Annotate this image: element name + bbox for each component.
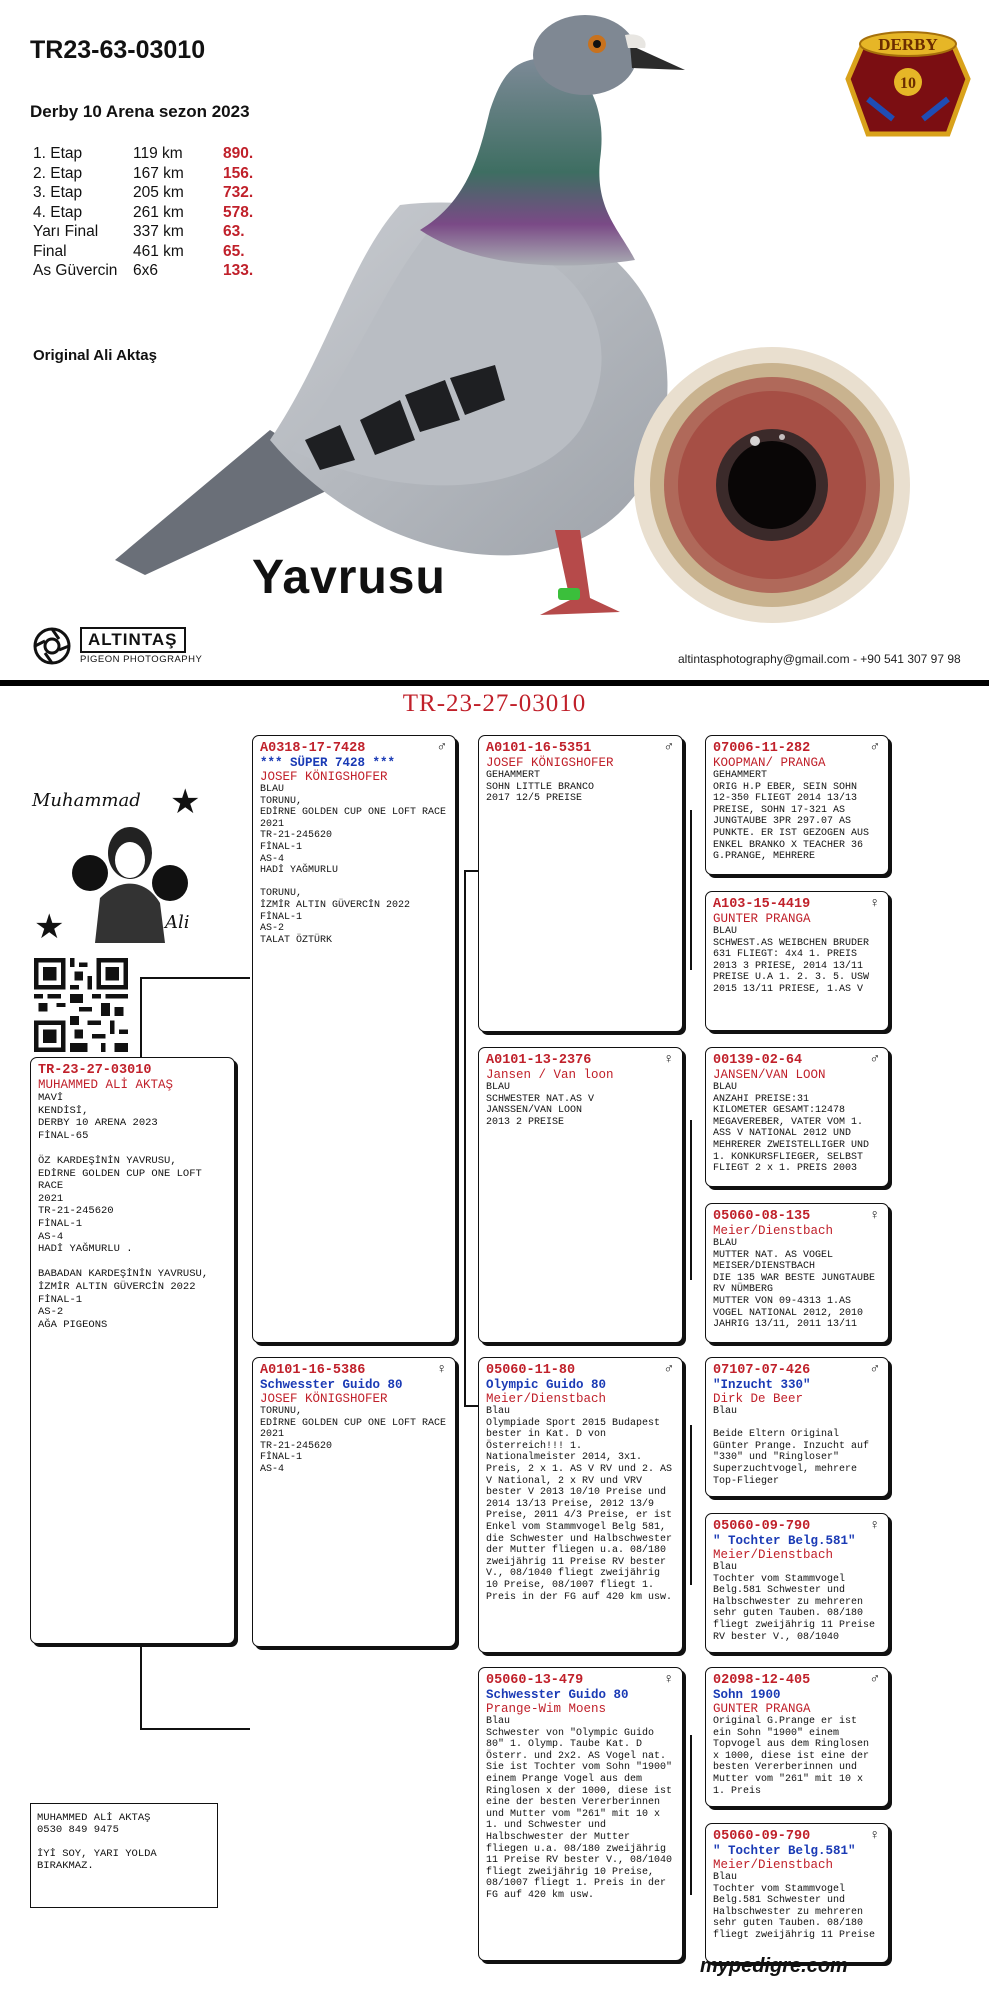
card-notes: BLAU TORUNU, EDİRNE GOLDEN CUP ONE LOFT RACE 2021 TR-21-245620 FİNAL-1 AS-4 HADİ YAĞMURLU TORUNU, İZMİR ALTIN GÜVERCİN 2022 FİNAL-1 AS-2 TALAT ÖZTÜRK [260,784,447,946]
card-notes: Blau Tochter vom Stammvogel Belg.581 Schwester und Halbschwester zu mehreren sehr guten Tauben. 08/180 fliegt zweijährig 11 Preise RV bester V., 08/1040 [713,1562,876,1643]
ring-number: A0318-17-7428 [260,741,366,756]
male-icon: ♂ [869,1670,880,1686]
connector [690,810,692,970]
stage-place: 63. [223,223,245,240]
pigeon-name: " Tochter Belg.581" [713,1844,856,1858]
race-title: Derby 10 Arena sezon 2023 [30,102,250,121]
divider [0,680,989,686]
card-notes: Blau Tochter vom Stammvogel Belg.581 Schwester und Halbschwester zu mehreren sehr guten Tauben. 08/180 fliegt zweijährig 11 Preise [713,1872,876,1941]
pedigree-title: TR-23-27-03010 [402,690,587,717]
contact-info: altintasphotography@gmail.com - +90 541 307 97 98 [678,652,961,666]
card-notes: MAVİ KENDİSİ, DERBY 10 ARENA 2023 FİNAL-65 ÖZ KARDEŞİNİN YAVRUSU, EDİRNE GOLDEN CUP ONE LOFT RACE 2021 TR-21-245620 FİNAL-1 AS-4 HADİ YAĞMURLU . BABADAN KARDEŞİNİN YAVRUSU, İZMİR ALTIN GÜVERCİN 2022 FİNAL-1 AS-2 AĞA PIGEONS [38,1092,209,1331]
stage-place: 133. [223,262,254,279]
stage-distance: 337 km [133,223,184,240]
pigeon-name: Schwesster Guido 80 [260,1378,403,1392]
breeder-name: Prange-Wim Moens [486,1702,607,1716]
female-icon: ♀ [663,1670,674,1686]
breeder-name: GUNTER PRANGA [713,912,811,926]
pedigree-card-gen4-1[interactable] [705,735,889,875]
ring-number: 02098-12-405 [713,1673,811,1688]
card-notes: Blau Beide Eltern Original Günter Prange. Inzucht auf "330" und "Ringloser" Superzuchtvogel, mehrere Top-Flieger [713,1406,870,1487]
male-icon: ♂ [663,1360,674,1376]
watermark: mypedigre.com [700,1955,848,1977]
pedigree-card-grandsire-paternal[interactable] [478,735,683,1032]
connector [140,1728,250,1730]
stage-name: 1. Etap [33,145,83,162]
male-icon: ♂ [869,738,880,754]
breeder-name: Meier/Dienstbach [713,1548,834,1562]
svg-text:10: 10 [900,75,916,92]
pigeon-name: "Inzucht 330" [713,1378,811,1392]
breeder-name: JOSEF KÖNIGSHOFER [260,1392,388,1406]
svg-text:Ali: Ali [165,912,190,933]
ring-number: 05060-11-80 [486,1363,576,1378]
ring-number: 07006-11-282 [713,741,811,756]
owner-contact-box: MUHAMMED ALİ AKTAŞ 0530 849 9475 İYİ SOY, YARI YOLDA BIRAKMAZ. [30,1803,218,1908]
card-notes: GEHAMMERT ORIG H.P EBER, SEIN SOHN 12-350 FLIEGT 2014 13/13 PREISE, SOHN 17-321 AS JUNGTAUBE 3PR 297.07 AS PUNKTE. ER IST GEZOGEN AUS ENKEL BRANKO X TEACHER 36 G.PRANGE, MEHRERE [713,770,870,863]
ring-number: 05060-09-790 [713,1519,811,1534]
breeder-name: KOOPMAN/ PRANGA [713,756,826,770]
ring-number: TR23-63-03010 [30,36,206,64]
caption: Yavrusu [252,551,446,604]
ring-number: 05060-13-479 [486,1673,584,1688]
pigeon-name: *** SÜPER 7428 *** [260,756,396,770]
card-notes: BLAU SCHWESTER NAT.AS V JANSSEN/VAN LOON 2013 2 PREISE [486,1082,595,1128]
pedigree-card-sire[interactable] [252,735,456,1343]
qr-code[interactable] [34,958,128,1052]
stage-place: 578. [223,203,254,221]
original-label: Original Ali Aktaş [33,347,157,364]
card-notes: Blau Schwester von "Olympic Guido 80" 1. Olymp. Taube Kat. D Österr. und 2x2. AS Vogel nat. Sie ist Tochter vom Sohn "1900" einem Prange Vogel aus dem Ringlosen x der 1000, diese ist eine der besten Vererberinnen und Mutter vom "261" mit 10 x 1. und Schwester und Halbschwester der Mutter fliegen u.a. 08/180 zweijährig 11 Preise RV bester V., 08/1040 fliegt zweijährig 10 Preise, 08/1007 fliegt 1. Preis in der FG auf 420 km usw. [486,1716,673,1901]
pigeon-name: Olympic Guido 80 [486,1378,607,1392]
pedigree-card-granddam-paternal[interactable] [478,1047,683,1343]
female-icon: ♀ [869,1206,880,1222]
ring-number: A0101-16-5351 [486,741,592,756]
stage-distance: 261 km [133,203,184,221]
ring-number: 05060-08-135 [713,1209,811,1224]
breeder-name: JANSEN/VAN LOON [713,1068,826,1082]
svg-text:★: ★ [34,908,65,946]
male-icon: ♂ [663,738,674,754]
stage-place: 890. [223,145,254,162]
pedigree-card-grandsire-maternal[interactable] [478,1357,683,1653]
connector [690,1425,692,1585]
derby-10-logo [838,24,978,144]
pedigree-card-granddam-maternal[interactable] [478,1667,683,1961]
pedigree-card-gen4-6[interactable] [705,1513,889,1653]
connector [690,1735,692,1895]
stage-place: 65. [223,242,245,260]
ring-number: A0101-13-2376 [486,1053,592,1068]
card-notes: Original G.Prange er ist ein Sohn "1900" einem Topvogel aus dem Ringlosen x 1000, diese ist eine der besten Vererberinnen und Mutter vom "261" mit 10 x 1. Preis [713,1716,870,1797]
pigeon-name: " Tochter Belg.581" [713,1534,856,1548]
male-icon: ♂ [869,1360,880,1376]
stage-place: 156. [223,164,254,182]
breeder-name: GUNTER PRANGA [713,1702,811,1716]
boxer-portrait-image [30,778,210,950]
card-notes: Blau Olympiade Sport 2015 Budapest bester in Kat. D von Österreich!!! 1. Nationalmeister 2014, 3x1. Preis, 2 x 1. AS V RV und 2. AS V National, 2 x RV und VRV bester V 2013 10/10 Preise und 2014 13/13 Preise, 2012 13/9 Preise, 2011 4/3 Preise, er ist Enkel vom Stammvogel Belg 581, die Schwester und Halbschwester der Mutter fliegen u.a. 08/180 zweijährig 11 Preise RV bester V., 08/1040 fliegt zweijährig 10 Preise, 08/1007 fliegt 1. Preis in der FG auf 420 km usw. [486,1406,673,1603]
pigeon-name: Schwesster Guido 80 [486,1688,629,1702]
breeder-name: Jansen / Van loon [486,1068,614,1082]
pedigree-card-gen4-4[interactable] [705,1203,889,1343]
connector [464,1405,478,1407]
connector [464,870,466,1406]
pedigree-card-gen4-7[interactable] [705,1667,889,1807]
breeder-name: Dirk De Beer [713,1392,804,1406]
female-icon: ♀ [869,1826,880,1842]
pedigree-card-gen4-5[interactable] [705,1357,889,1497]
card-notes: BLAU ANZAHI PREISE:31 KILOMETER GESAMT:12478 MEGAVEREBER, VATER VOM 1. ASS V NATIONAL 2012 UND MEHRERER ZWEISTELLIGER UND 1. KONKURSFLIEGER, SELBST FLIEGT 2 x 1. PREIS 2003 [713,1082,870,1175]
stage-distance: 167 km [133,164,184,182]
camera-aperture-icon [33,627,71,665]
breeder-name: JOSEF KÖNIGSHOFER [260,770,388,784]
svg-text:★: ★ [170,783,201,821]
breeder-name: JOSEF KÖNIGSHOFER [486,756,614,770]
stage-place: 732. [223,184,254,201]
pigeon-name: MUHAMMED ALİ AKTAŞ [38,1078,174,1092]
female-icon: ♀ [663,1050,674,1066]
breeder-name: Meier/Dienstbach [713,1858,834,1872]
card-notes: GEHAMMERT SOHN LITTLE BRANCO 2017 12/5 PREISE [486,770,595,805]
stage-distance: 205 km [133,184,184,201]
ring-number: 00139-02-64 [713,1053,803,1068]
female-icon: ♀ [869,894,880,910]
card-notes: BLAU SCHWEST.AS WEIBCHEN BRUDER 631 FLIEGT: 4x4 1. PREIS 2013 3 PRIESE, 2014 13/11 PREISE U.A 1. 2. 3. 5. USW 2015 13/11 PRIESE, 1.AS V [713,926,870,995]
stage-distance: 461 km [133,242,184,260]
photo-card [0,0,989,680]
pedigree-card-gen4-2[interactable] [705,891,889,1031]
brand-name: ALTINTAŞ [80,627,186,653]
connector [464,870,478,872]
ring-number: 07107-07-426 [713,1363,811,1378]
male-icon: ♂ [436,738,447,754]
stage-name: 3. Etap [33,184,83,201]
ring-number: TR-23-27-03010 [38,1063,152,1078]
card-notes: BLAU MUTTER NAT. AS VOGEL MEISER/DIENSTBACH DIE 135 WAR BESTE JUNGTAUBE RV NÜMBERG MUTTER VON 09-4313 1.AS VOGEL NATIONAL 2012, 2010 JAHRIG 13/11, 2011 13/11 [713,1238,876,1331]
stage-distance: 6x6 [133,262,158,279]
pigeon-name: Sohn 1900 [713,1688,781,1702]
eye-closeup-image [632,345,912,625]
pedigree-card-gen4-3[interactable] [705,1047,889,1187]
connector [140,977,142,1057]
stage-name: Yarı Final [33,223,99,240]
connector [690,1120,692,1280]
stage-name: 2. Etap [33,164,83,182]
pedigree-card-gen4-8[interactable] [705,1823,889,1963]
male-icon: ♂ [869,1050,880,1066]
stage-name: As Güvercin [33,262,118,279]
breeder-name: Meier/Dienstbach [486,1392,607,1406]
ring-number: 05060-09-790 [713,1829,811,1844]
female-icon: ♀ [436,1360,447,1376]
stage-distance: 119 km [133,145,183,162]
stage-name: Final [33,242,67,260]
female-icon: ♀ [869,1516,880,1532]
brand-subtitle: PIGEON PHOTOGRAPHY [80,654,203,665]
svg-text:Muhammad: Muhammad [32,790,141,811]
svg-text:DERBY: DERBY [878,35,938,54]
ring-number: A103-15-4419 [713,897,811,912]
breeder-name: Meier/Dienstbach [713,1224,834,1238]
connector [140,977,250,979]
pedigree-card-subject[interactable] [30,1057,235,1644]
pedigree-card-dam[interactable] [252,1357,456,1647]
card-notes: TORUNU, EDİRNE GOLDEN CUP ONE LOFT RACE 2021 TR-21-245620 FİNAL-1 AS-4 [260,1406,447,1475]
connector [140,1640,142,1730]
ring-number: A0101-16-5386 [260,1363,366,1378]
stage-name: 4. Etap [33,203,83,221]
